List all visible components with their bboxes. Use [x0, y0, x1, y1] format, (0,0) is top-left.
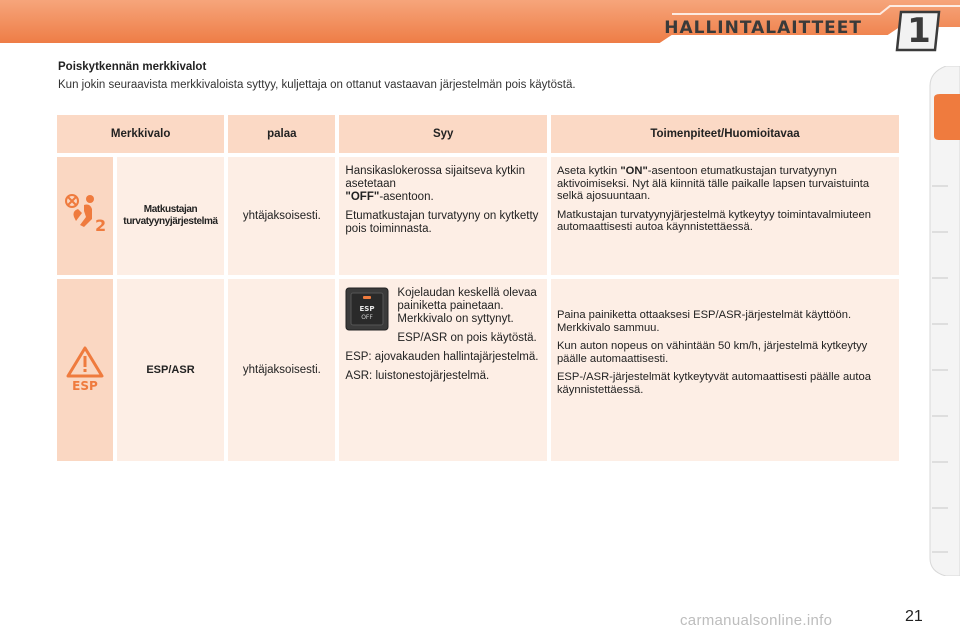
- svg-text:2: 2: [94, 215, 106, 235]
- cause-text: Hansikaslokerossa sijaitseva kytkin asetetaan: [345, 165, 526, 190]
- cause-paragraph: Etumatkustajan turvatyyny on kytketty pois toiminnasta.: [345, 210, 539, 235]
- column-header-merkkivalo: Merkkivalo: [57, 115, 224, 153]
- lit-cell: yhtäjaksoisesti.: [228, 279, 335, 461]
- signal-name-cell: ESP/ASR: [117, 279, 225, 461]
- signal-name-line1: Matkustajan: [143, 204, 198, 215]
- chapter-side-tabs[interactable]: [926, 66, 960, 576]
- action-text: Aseta kytkin: [556, 165, 618, 177]
- chapter-title: HALLINTALAITTEET: [664, 18, 862, 38]
- section-title: Poiskytkennän merkkivalot: [58, 61, 207, 73]
- chapter-number: 1: [907, 11, 931, 51]
- signal-name-cell: [117, 157, 225, 275]
- switch-state-off: "OFF": [345, 191, 380, 203]
- cause-paragraph: ESP/ASR on pois käytöstä.: [397, 332, 537, 344]
- cause-cell: [339, 279, 547, 461]
- action-paragraph: Kun auton nopeus on vähintään 50 km/h, järjestelmä kytkeytyy päälle automaattisesti.: [556, 340, 868, 365]
- airbag-off-icon: [62, 191, 108, 237]
- column-header-palaa: palaa: [228, 115, 335, 153]
- action-cell: [551, 279, 899, 461]
- icon-cell: [57, 279, 113, 461]
- action-cell: [551, 157, 899, 275]
- watermark: carmanualsonline.info: [680, 612, 833, 629]
- cause-paragraph: [345, 165, 541, 204]
- chapter-number-badge: [895, 8, 943, 54]
- signal-name-line2: turvatyynyjärjestelmä: [123, 216, 218, 227]
- table-row: [57, 157, 899, 275]
- action-text-tail: -asentoon etumatkustajan turvatyynyn aktivoimiseksi. Nyt älä kiinnitä tälle paikalle lapsen turvaistuinta selkä ajosuuntaan.: [556, 165, 870, 202]
- column-header-toimenpiteet: Toimenpiteet/Huomioitavaa: [551, 115, 899, 153]
- cause-cell: [339, 157, 547, 275]
- warning-lights-table: [53, 111, 903, 465]
- icon-cell: [57, 157, 113, 275]
- cause-paragraph: ASR: luistonestojärjestelmä.: [345, 370, 490, 382]
- switch-label-esp: ESP: [359, 305, 375, 313]
- page-number: 21: [905, 608, 923, 625]
- lit-cell: yhtäjaksoisesti.: [228, 157, 335, 275]
- esp-warning-icon: [62, 344, 108, 392]
- svg-text:ESP: ESP: [72, 378, 98, 392]
- cause-text-tail: -asentoon.: [379, 191, 434, 203]
- switch-label-off: OFF: [361, 314, 374, 321]
- action-paragraph: [557, 165, 893, 203]
- table-header-row: [57, 115, 899, 153]
- cause-paragraph: Kojelaudan keskellä olevaa painiketta painetaan. Merkkivalo on syttynyt.: [397, 287, 537, 325]
- action-paragraph: Paina painiketta ottaaksesi ESP/ASR-järjestelmät käyttöön. Merkkivalo sammuu.: [556, 309, 852, 334]
- table-row: [57, 279, 899, 461]
- esp-off-button-icon: [345, 287, 389, 331]
- section-intro: Kun jokin seuraavista merkkivaloista syttyy, kuljettaja on ottanut vastaavan järjestelmän pois käytöstä.: [58, 79, 576, 91]
- switch-state-on: "ON": [620, 165, 648, 177]
- column-header-syy: Syy: [339, 115, 547, 153]
- action-paragraph: ESP-/ASR-järjestelmät kytkeytyvät automaattisesti päälle autoa käynnistettäessä.: [556, 371, 871, 396]
- action-paragraph: Matkustajan turvatyynyjärjestelmä kytkeytyy toimintavalmiuteen automaattisesti autoa käynnistettäessä.: [556, 208, 871, 233]
- cause-paragraph: ESP: ajovakauden hallintajärjestelmä.: [345, 351, 539, 363]
